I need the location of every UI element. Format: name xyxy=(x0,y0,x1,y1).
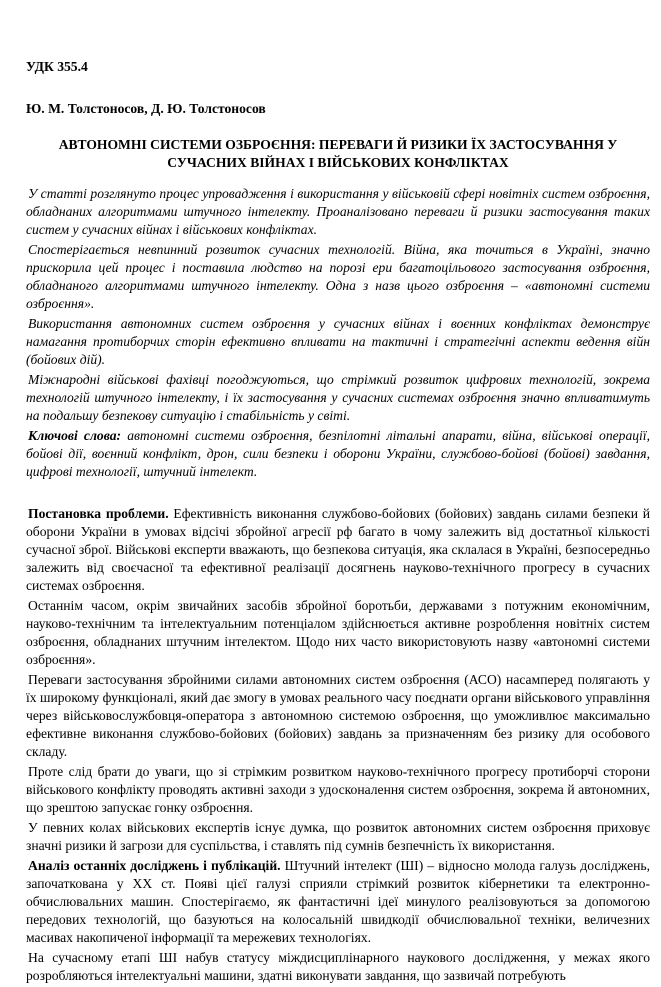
article-title: АВТОНОМНІ СИСТЕМИ ОЗБРОЄННЯ: ПЕРЕВАГИ Й РИЗИКИ ЇХ ЗАСТОСУВАННЯ У СУЧАСНИХ ВІЙНАХ І ВІЙСЬКОВИХ КОНФЛІКТАХ xyxy=(58,137,618,170)
body-paragraph xyxy=(26,819,650,855)
paper-page xyxy=(26,52,650,987)
paragraph-text: Ефективність виконання службово-бойових (бойових) завдань силами безпеки й оборони України в умовах відсічі збройної агресії рф багато в чому залежить від достатньої кількості сучасної зброї. Військові експерти вважають, що безпекова ситуація, яка склалася в Україні, безпосередньо залежить від своєчасної та ефективної реалізації досягнень науково-технічного прогресу в сучасних системах озброєння. xyxy=(26,506,650,593)
section-heading: Постановка проблеми. xyxy=(28,506,169,521)
body-paragraph xyxy=(26,671,650,761)
abstract-paragraph: Спостерігається невпинний розвиток сучасних технологій. Війна, яка точиться в Україні, значно прискорила цей процес і поставила людство на порозі ери багатоцільового застосування озброєння, обладнаного алгоритмами штучного інтелекту. Одна з назв цього озброєння – «автономні системи озброєння». xyxy=(26,242,650,311)
body-paragraph xyxy=(26,597,650,669)
authors: Ю. М. Толстоносов, Д. Ю. Толстоносов xyxy=(26,101,266,116)
body-paragraph xyxy=(26,949,650,985)
paragraph-text: Штучний інтелект (ШІ) – відносно молода галузь досліджень, започаткована у ХХ ст. Появі цієї галузі сприяли стрімкий розвиток кібернетики та електронно-обчислювальних машин. Спостерігаємо, як фантастичні ідеї минулого реалізовуються за допомогою передових технологій, що базуються на колосальній швидкодії обчислювальної техніки, величезних масивах накопиченої інформації та мережевих технологіях. xyxy=(26,858,650,945)
abstract-paragraph: У статті розглянуто процес упровадження і використання у військовій сфері новітніх систем озброєння, обладнаних алгоритмами штучного інтелекту. Проаналізовано переваги й ризики застосування таких систем у сучасних війнах і військових конфліктах. xyxy=(26,186,650,237)
body-paragraph xyxy=(26,505,650,595)
udc-code: УДК 355.4 xyxy=(26,59,88,74)
keywords-label: Ключові слова: xyxy=(28,428,122,443)
body-paragraph xyxy=(26,857,650,947)
abstract-paragraph: Міжнародні військові фахівці погоджуються, що стрімкий розвиток цифрових технологій, зокрема технологій штучного інтелекту, і їх застосування у сучасних системах озброєння значно впливатимуть на подальшу безпекову ситуацію і стабільність у світі. xyxy=(26,372,650,423)
article-body xyxy=(26,505,650,985)
paragraph-text: Переваги застосування збройними силами автономних систем озброєння (АСО) насамперед полягають у їх широкому функціоналі, який дає змогу в умовах реального часу поєднати органи військового управління через військовослужбовця-оператора з автономною системою озброєння, що уможливлює максимально ефективне виконання службово-бойових (бойових) завдань за призначенням без ризику для особового складу. xyxy=(26,672,650,759)
paragraph-text: У певних колах військових експертів існує думка, що розвиток автономних систем озброєння приховує значні ризики й загрози для суспільства, і ставлять під сумнів безпечність їх використання. xyxy=(26,820,650,853)
paragraph-text: Проте слід брати до уваги, що зі стрімким розвитком науково-технічного прогресу протиборчі сторони військового конфлікту проводять активні заходи з удосконалення систем озброєння, зокрема й автономних, що зрештою запускає гонку озброєння. xyxy=(26,764,650,815)
paragraph-text: На сучасному етапі ШІ набув статусу міждисциплінарного наукового дослідження, у межах якого розробляються інтелектуальні машини, здатні виконувати завдання, що зазвичай потребують xyxy=(26,950,650,983)
abstract-paragraph: Використання автономних систем озброєння у сучасних війнах і воєнних конфліктах демонструє намагання протиборчих сторін ефективно впливати на тактичні і стратегічні аспекти ведення війн (бойових дій). xyxy=(26,316,650,367)
abstract xyxy=(26,185,650,481)
paragraph-text: Останнім часом, окрім звичайних засобів збройної боротьби, державами з потужним економічним, науково-технічним та інтелектуальним потенціалом здійснюється активне розроблення новітніх систем озброєння, обладнаних штучним інтелектом. Щодо них часто використовують назву «автономні системи озброєння». xyxy=(26,598,650,667)
section-heading: Аналіз останніх досліджень і публікацій. xyxy=(28,858,281,873)
body-paragraph xyxy=(26,763,650,817)
keywords xyxy=(26,427,650,481)
keywords-text: автономні системи озброєння, безпілотні літальні апарати, війна, військові операції, бойові дії, воєнний конфлікт, дрон, сили безпеки і оборони України, службово-бойові (бойові) завдання, цифрові технології, штучний інтелект. xyxy=(26,428,650,479)
